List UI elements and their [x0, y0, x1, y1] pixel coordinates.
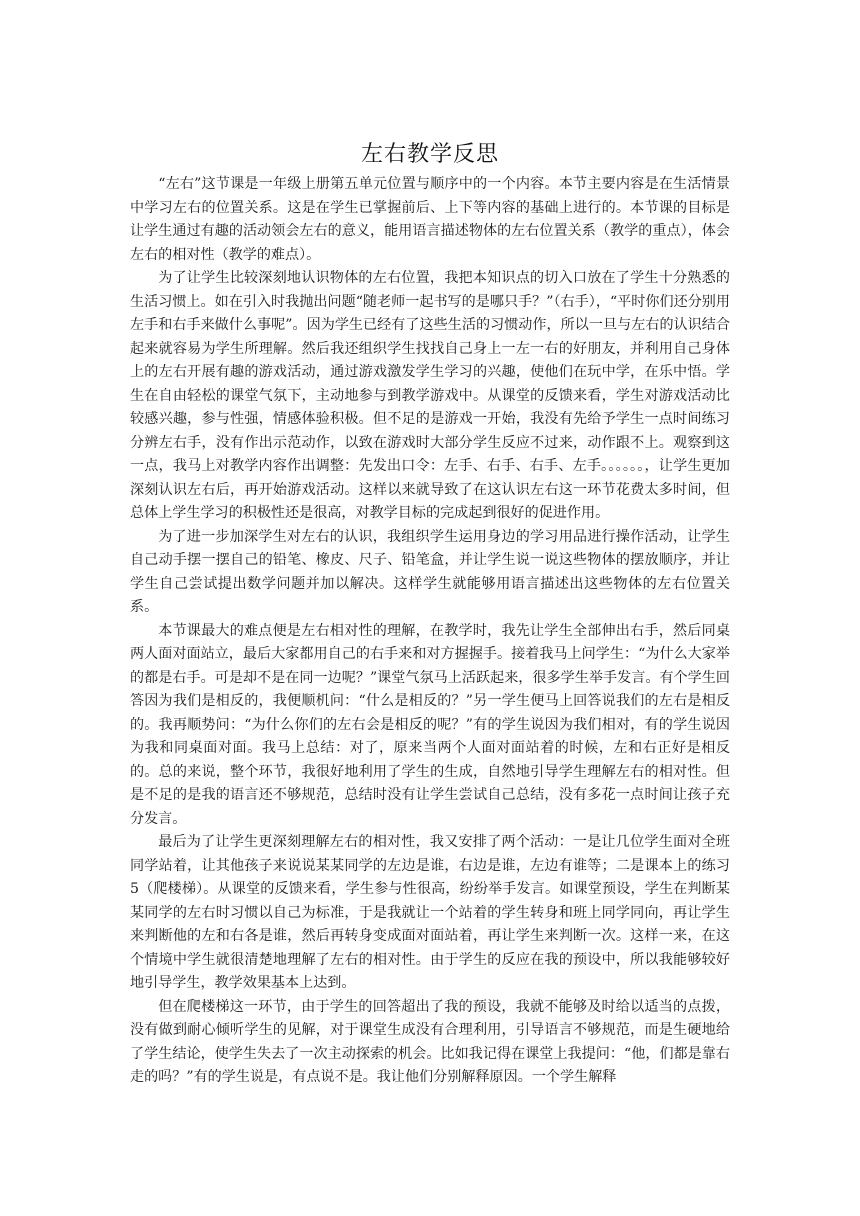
paragraph-4: 本节课最大的难点便是左右相对性的理解，在教学时，我先让学生全部伸出右手，然后同桌两人面对面站立，最后大家都用自己的右手来和对方握握手。接着我马上问学生：“为什么大家举的都是右手。可是却不是在同一边呢？”课堂气氛马上活跃起来，很多学生举手发言。有个学生回答因为我们是相反的，我便顺机问：“什么是相反的？”另一学生便马上回答说我们的左右是相反的。我再顺势问：“为什么你们的左右会是相反的呢？”有的学生说因为我们相对，有的学生说因为我和同桌面对面。我马上总结：对了，原来当两个人面对面站着的时候，左和右正好是相反的。总的来说，整个环节，我很好地利用了学生的生成，自然地引导学生理解左右的相对性。但是不足的是我的语言还不够规范，总结时没有让学生尝试自己总结，没有多花一点时间让孩子充分发言。 — [130, 622, 730, 827]
paragraph-5: 最后为了让学生更深刻理解左右的相对性，我又安排了两个活动：一是让几位学生面对全班同学站着，让其他孩子来说说某某同学的左边是谁，右边是谁，左边有谁等；二是课本上的练习 5（爬楼梯）。从课堂的反馈来看，学生参与性很高，纷纷举手发言。如课堂预设，学生在判断某某同学的左右时习惯以自己为标准，于是我就让一个站着的学生转身和班上同学同向，再让学生来判断他的左和右各是谁，然后再转身变成面对面站着，再让学生来判断一次。这样一来，在这个情境中学生就很清楚地理解了左右的相对性。由于学生的反应在我的预设中，所以我能够较好地引导学生，教学效果基本上达到。 — [130, 834, 730, 991]
document-body — [130, 173, 730, 1090]
paragraph-1: “左右”这节课是一年级上册第五单元位置与顺序中的一个内容。本节主要内容是在生活情景中学习左右的位置关系。这是在学生已掌握前后、上下等内容的基础上进行的。本节课的目标是让学生通过有趣的活动领会左右的意义，能用语言描述物体的左右位置关系（教学的重点），体会左右的相对性（教学的难点）。 — [130, 176, 730, 263]
paragraph-2: 为了让学生比较深刻地认识物体的左右位置，我把本知识点的切入口放在了学生十分熟悉的生活习惯上。如在引入时我抛出问题“随老师一起书写的是哪只手？”（右手），“平时你们还分别用左手和右手来做什么事呢”。因为学生已经有了这些生活的习惯动作，所以一旦与左右的认识结合起来就容易为学生所理解。然后我还组织学生找找自己身上一左一右的好朋友，并利用自己身体上的左右开展有趣的游戏活动，通过游戏激发学生学习的兴趣，使他们在玩中学，在乐中悟。学生在自由轻松的课堂气氛下，主动地参与到教学游戏中。从课堂的反馈来看，学生对游戏活动比较感兴趣，参与性强，情感体验积极。但不足的是游戏一开始，我没有先给予学生一点时间练习分辨左右手，没有作出示范动作，以致在游戏时大部分学生反应不过来，动作跟不上。观察到这一点，我马上对教学内容作出调整：先发出口令：左手、右手、右手、左手。。。。。。，让学生更加深刻认识左右后，再开始游戏活动。这样以来就导致了在这认识左右这一环节花费太多时间，但总体上学生学习的积极性还是很高，对教学目标的完成起到很好的促进作用。 — [130, 270, 730, 521]
paragraph-6: 但在爬楼梯这一环节，由于学生的回答超出了我的预设，我就不能够及时给以适当的点拨，没有做到耐心倾听学生的见解，对于课堂生成没有合理利用，引导语言不够规范，而是生硬地给了学生结论，使学生失去了一次主动探索的机会。比如我记得在课堂上我提问：“他，们都是靠右走的吗？”有的学生说是，有点说不是。我让他们分别解释原因。一个学生解释 — [130, 998, 730, 1085]
document-title: 左右教学反思 — [360, 142, 499, 167]
paragraph-3: 为了进一步加深学生对左右的认识，我组织学生运用身边的学习用品进行操作活动，让学生自己动手摆一摆自己的铅笔、橡皮、尺子、铅笔盒，并让学生说一说这些物体的摆放顺序，并让学生自己尝试提出数学问题并加以解决。这样学生就能够用语言描述出这些物体的左右位置关系。 — [130, 528, 730, 615]
